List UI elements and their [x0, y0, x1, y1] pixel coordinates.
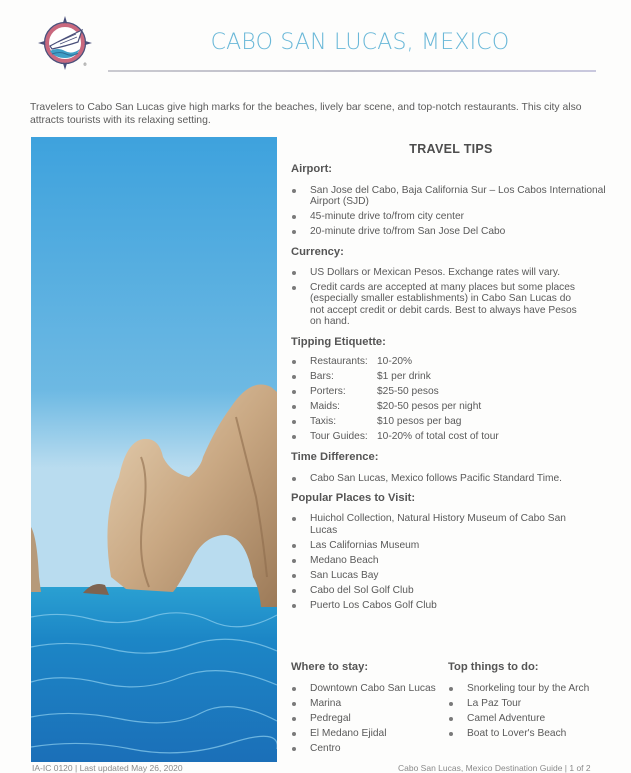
tipping-value: $1 per drink — [377, 371, 431, 383]
tipping-list — [291, 356, 611, 442]
tipping-label: Bars: — [310, 371, 334, 383]
list-item: Downtown Cabo San Lucas — [291, 683, 451, 694]
cruise-ship-compass-icon — [38, 16, 92, 70]
currency-heading: Currency: — [291, 245, 344, 258]
tipping-value: $25-50 pesos — [377, 386, 439, 398]
list-item: Cabo San Lucas, Mexico follows Pacific Standard Time. — [291, 473, 611, 484]
list-item: Las Californias Museum — [291, 540, 581, 551]
tipping-row — [291, 401, 611, 412]
page-title: CABO SAN LUCAS, MEXICO — [210, 30, 510, 55]
list-item: Snorkeling tour by the Arch — [448, 683, 628, 694]
time-difference-heading: Time Difference: — [291, 450, 379, 463]
where-to-stay-section — [291, 661, 451, 758]
tipping-value: 10-20% — [377, 356, 413, 368]
where-to-stay-list — [291, 683, 451, 754]
tipping-row — [291, 431, 611, 442]
popular-places-heading: Popular Places to Visit: — [291, 492, 416, 505]
list-item: Medano Beach — [291, 555, 581, 566]
top-things-heading: Top things to do: — [448, 661, 539, 673]
list-item: Pedregal — [291, 713, 451, 724]
list-item: Marina — [291, 698, 451, 709]
tipping-heading: Tipping Etiquette: — [291, 336, 386, 349]
tipping-value: $20-50 pesos per night — [377, 401, 482, 413]
time-difference-list — [291, 473, 611, 484]
company-logo — [38, 16, 92, 70]
list-item: Boat to Lover's Beach — [448, 728, 628, 739]
travel-tips-panel — [291, 142, 611, 615]
top-things-section — [448, 661, 628, 743]
airport-list — [291, 185, 611, 238]
list-item: Huichol Collection, Natural History Museum of Cabo San Lucas — [291, 513, 581, 536]
tipping-row — [291, 356, 611, 367]
tipping-row — [291, 371, 611, 382]
airport-heading: Airport: — [291, 163, 333, 175]
list-item: El Medano Ejidal — [291, 728, 451, 739]
list-item: Centro — [291, 743, 451, 754]
list-item: Credit cards are accepted at many places but some places (especially smaller establishments) in Cabo San Lucas do not accept credit or debit cards. Best to always have Pesos on hand. — [291, 282, 581, 328]
destination-photo — [31, 137, 277, 762]
top-things-list — [448, 683, 628, 739]
footer-right: Cabo San Lucas, Mexico Destination Guide | 1 of 2 — [398, 763, 591, 773]
tipping-label: Maids: — [310, 401, 341, 413]
tipping-label: Taxis: — [310, 416, 337, 428]
travel-tips-heading: TRAVEL TIPS — [409, 142, 493, 156]
list-item: San Lucas Bay — [291, 570, 581, 581]
title-divider — [108, 70, 596, 72]
popular-places-list — [291, 513, 581, 611]
footer-left: IA-IC 0120 | Last updated May 26, 2020 — [32, 763, 183, 773]
tipping-label: Tour Guides: — [310, 431, 368, 443]
list-item: 45-minute drive to/from city center — [291, 211, 611, 222]
svg-text:®: ® — [83, 62, 87, 67]
tipping-label: Porters: — [310, 386, 346, 398]
where-to-stay-heading: Where to stay: — [291, 661, 369, 673]
tipping-row — [291, 386, 611, 397]
list-item: Camel Adventure — [448, 713, 628, 724]
tipping-value: 10-20% of total cost of tour — [377, 431, 499, 443]
list-item: La Paz Tour — [448, 698, 628, 709]
list-item: Cabo del Sol Golf Club — [291, 585, 581, 596]
currency-list — [291, 267, 581, 328]
list-item: US Dollars or Mexican Pesos. Exchange rates will vary. — [291, 267, 581, 278]
tipping-row — [291, 416, 611, 427]
tipping-label: Restaurants: — [310, 356, 368, 368]
intro-paragraph: Travelers to Cabo San Lucas give high marks for the beaches, lively bar scene, and top-notch restaurants. This city also attracts tourists with its relaxing setting. — [30, 102, 582, 126]
tipping-value: $10 pesos per bag — [377, 416, 462, 428]
list-item: Puerto Los Cabos Golf Club — [291, 600, 581, 611]
list-item: San Jose del Cabo, Baja California Sur – Los Cabos International Airport (SJD) — [291, 185, 611, 208]
list-item: 20-minute drive to/from San Jose Del Cabo — [291, 226, 611, 237]
